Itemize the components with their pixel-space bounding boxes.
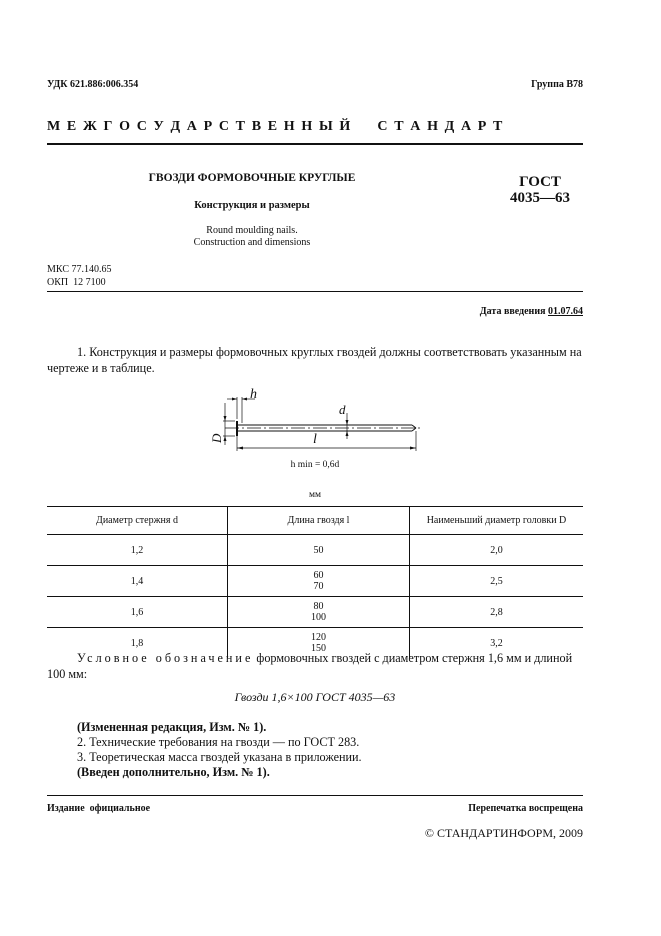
drawing-note: h min = 0,6d <box>290 460 340 470</box>
designation-term: Условное обозначение <box>77 651 254 665</box>
document-subtitle: Конструкция и размеры <box>194 200 310 211</box>
header-head-diameter: Наименьший диаметр головки D <box>410 507 584 535</box>
reprint-notice: Перепечатка воспрещена <box>468 803 583 814</box>
udk-code: УДК 621.886:006.354 <box>47 79 139 90</box>
designation-example: Гвозди 1,6×100 ГОСТ 4035—63 <box>234 690 396 704</box>
amended-note: (Измененная редакция, Изм. № 1). <box>77 720 267 734</box>
english-title-line2: Construction and dimensions <box>193 237 311 248</box>
table-row <box>47 597 583 628</box>
footer-rule <box>47 795 583 796</box>
cell-l: 50 <box>228 535 410 566</box>
label-l: l <box>313 432 317 447</box>
cell-l: 120 150 <box>228 628 410 659</box>
header-nail-length: Длина гвоздя l <box>228 507 410 535</box>
cell-D: 2,8 <box>410 597 584 628</box>
label-h: h <box>250 387 257 402</box>
english-title-line1: Round moulding nails. <box>206 225 298 236</box>
cell-D: 2,5 <box>410 566 584 597</box>
dimensions-table <box>47 506 583 658</box>
header-shank-diameter: Диаметр стержня d <box>47 507 228 535</box>
gost-number: 4035—63 <box>510 190 570 206</box>
standard-title: М Е Ж Г О С У Д А Р С Т В Е Н Н Ы Й С Т А Н Д А Р Т <box>47 119 504 134</box>
cell-d: 1,4 <box>47 566 228 597</box>
copyright: © СТАНДАРТИНФОРМ, 2009 <box>424 826 583 840</box>
cell-D: 3,2 <box>410 628 584 659</box>
cell-l: 80 100 <box>228 597 410 628</box>
cell-d: 1,8 <box>130 637 144 649</box>
label-d: d <box>339 402 346 417</box>
units-label: мм <box>308 490 322 500</box>
cell-d: 1,2 <box>47 535 228 566</box>
intro-date <box>480 306 583 317</box>
table-row <box>47 566 583 597</box>
header-rule <box>47 143 583 145</box>
gost-label: ГОСТ <box>519 174 561 190</box>
intro-date-label: Дата введения <box>479 306 548 317</box>
table-header-row <box>47 507 583 535</box>
added-note: (Введен дополнительно, Изм. № 1). <box>77 765 270 779</box>
group-code: Группа В78 <box>531 79 583 90</box>
cell-D: 2,0 <box>410 535 584 566</box>
mks-code: МКС 77.140.65 <box>47 264 112 275</box>
document-title: ГВОЗДИ ФОРМОВОЧНЫЕ КРУГЛЫЕ <box>148 172 356 184</box>
table-row <box>47 535 583 566</box>
designation-paragraph <box>47 650 583 682</box>
codes-rule <box>47 291 583 292</box>
official-edition: Издание официальное <box>47 803 151 814</box>
clause-1: 1. Конструкция и размеры формовочных круглых гвоздей должны соответствовать указанным на чертеже и в таблице. <box>47 345 582 375</box>
clause-2: 2. Технические требования на гвозди — по ГОСТ 283. <box>77 735 360 749</box>
intro-date-value: 01.07.64 <box>548 306 583 317</box>
okp-code: ОКП 12 7100 <box>47 277 106 288</box>
label-D: D <box>209 433 224 443</box>
clause-3: 3. Теоретическая масса гвоздей указана в приложении. <box>77 750 362 764</box>
designation-text: формовочных гвоздей с диаметром стержня 1,6 мм и длиной 100 мм: <box>47 651 573 681</box>
cell-d: 1,6 <box>47 597 228 628</box>
cell-l: 60 70 <box>228 566 410 597</box>
